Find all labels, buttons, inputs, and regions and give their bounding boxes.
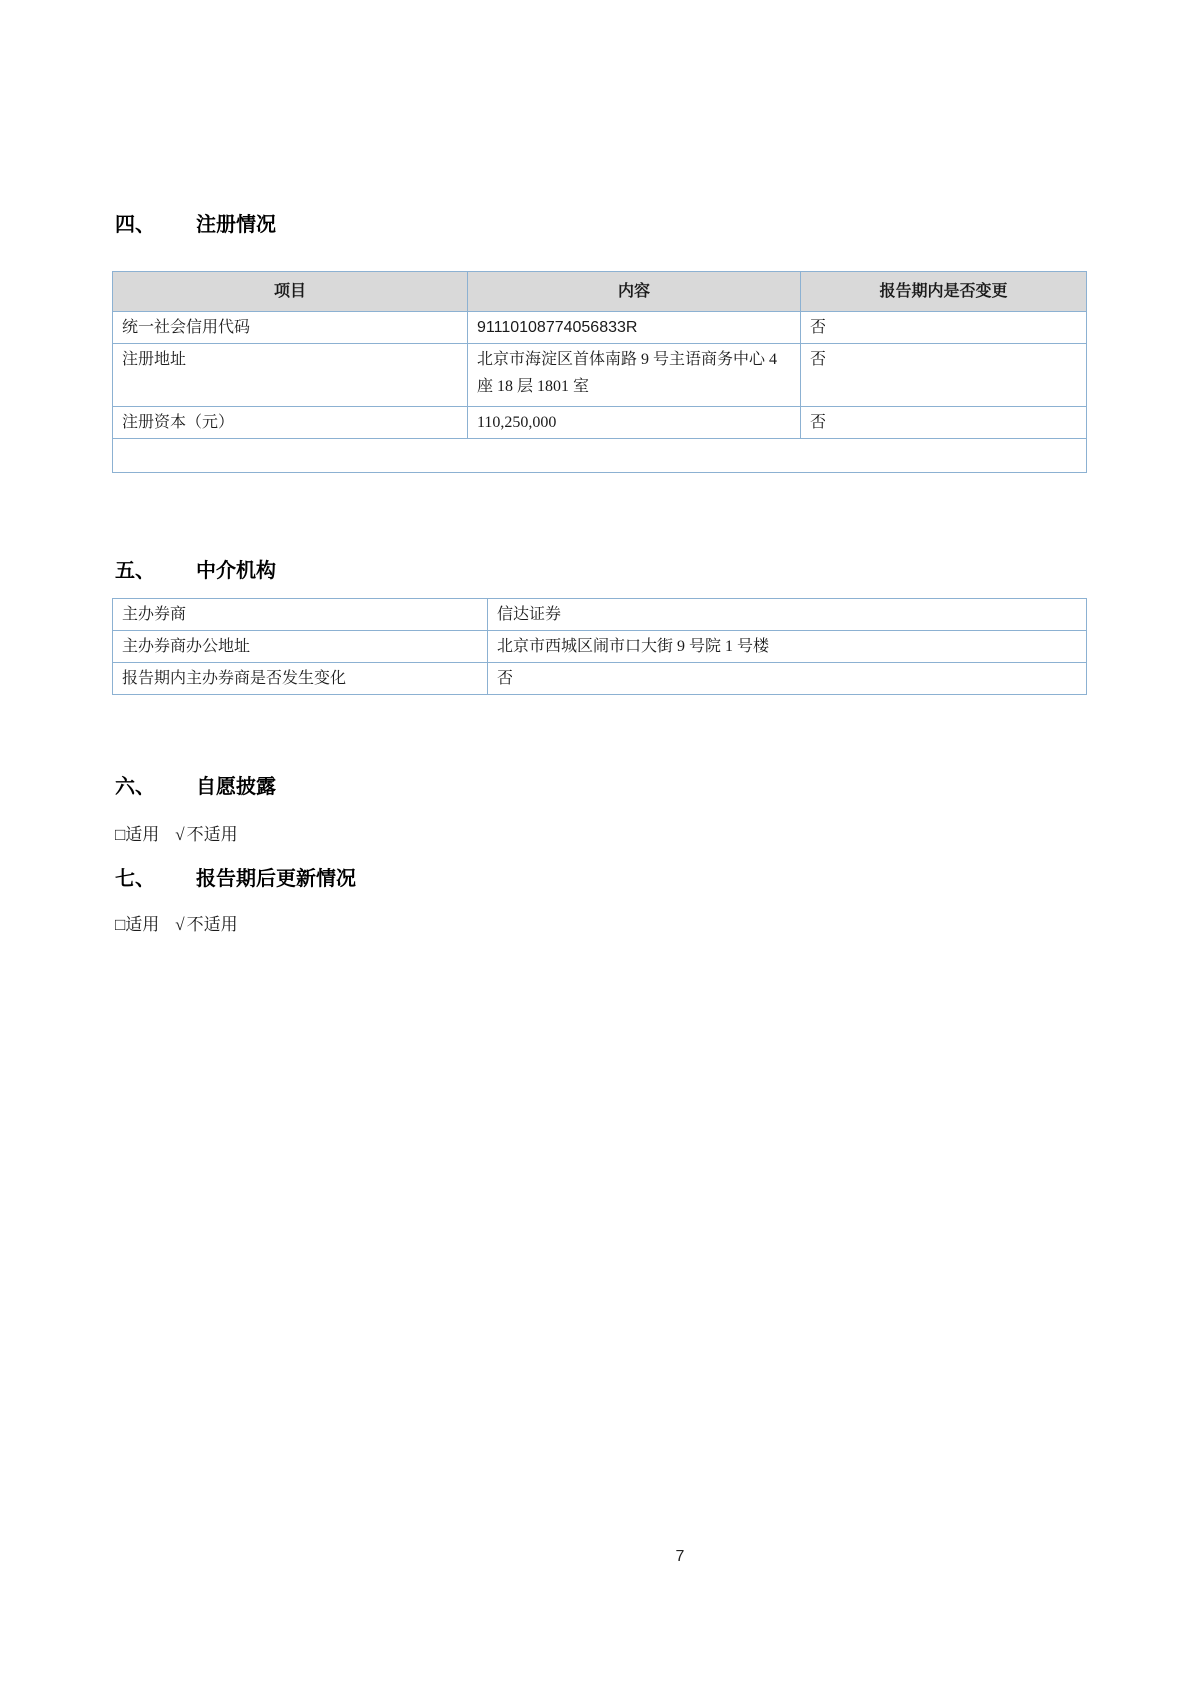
- cell-changed: 否: [801, 344, 1087, 407]
- check-icon: √: [175, 825, 185, 844]
- section-title: 报告期后更新情况: [196, 868, 356, 890]
- cell-content: 110,250,000: [468, 407, 801, 439]
- section-number: 七、: [115, 868, 155, 890]
- table-row: [113, 663, 1087, 695]
- section-heading-registration: [115, 208, 276, 237]
- registration-table: [112, 271, 1087, 473]
- cell-value: 北京市西城区闹市口大街 9 号院 1 号楼: [488, 631, 1087, 663]
- cell-item: 注册资本（元）: [113, 407, 468, 439]
- table-row: [113, 599, 1087, 631]
- applicability-line-voluntary: [115, 820, 238, 845]
- cell-item: 统一社会信用代码: [113, 312, 468, 344]
- cell-value: 否: [488, 663, 1087, 695]
- cell-label: 主办券商: [113, 599, 488, 631]
- table-header-row: [113, 272, 1087, 312]
- cell-content: 北京市海淀区首体南路 9 号主语商务中心 4 座 18 层 1801 室: [468, 344, 801, 407]
- header-cell-changed: 报告期内是否变更: [801, 272, 1087, 312]
- intermediary-table: [112, 598, 1087, 695]
- table-row: [113, 631, 1087, 663]
- header-cell-item: 项目: [113, 272, 468, 312]
- section-number: 六、: [115, 776, 155, 798]
- cell-changed: 否: [801, 312, 1087, 344]
- section-number: 四、: [115, 214, 155, 236]
- table-row: [113, 344, 1087, 407]
- section-number: 五、: [115, 560, 155, 582]
- applicable-label: 适用: [125, 915, 160, 934]
- cell-label: 主办券商办公地址: [113, 631, 488, 663]
- checkbox-unchecked-icon: □: [115, 915, 126, 934]
- table-row: [113, 407, 1087, 439]
- cell-label: 报告期内主办券商是否发生变化: [113, 663, 488, 695]
- header-cell-content: 内容: [468, 272, 801, 312]
- table-empty-row: [113, 439, 1087, 473]
- section-heading-intermediary: [115, 554, 276, 583]
- cell-content: 91110108774056833R: [468, 312, 801, 344]
- section-heading-post-period: [115, 862, 356, 891]
- section-title: 中介机构: [196, 560, 276, 582]
- not-applicable-label: 不适用: [186, 825, 238, 844]
- cell-item: 注册地址: [113, 344, 468, 407]
- cell-value: 信达证券: [488, 599, 1087, 631]
- not-applicable-label: 不适用: [186, 915, 238, 934]
- cell-changed: 否: [801, 407, 1087, 439]
- table-row: [113, 312, 1087, 344]
- empty-cell: [113, 439, 1087, 473]
- section-title: 自愿披露: [196, 776, 276, 798]
- applicable-label: 适用: [125, 825, 160, 844]
- section-heading-voluntary: [115, 770, 276, 799]
- page-number: 7: [675, 1548, 685, 1565]
- applicability-line-post-period: [115, 910, 238, 935]
- check-icon: √: [175, 915, 185, 934]
- section-title: 注册情况: [196, 214, 276, 236]
- checkbox-unchecked-icon: □: [115, 825, 126, 844]
